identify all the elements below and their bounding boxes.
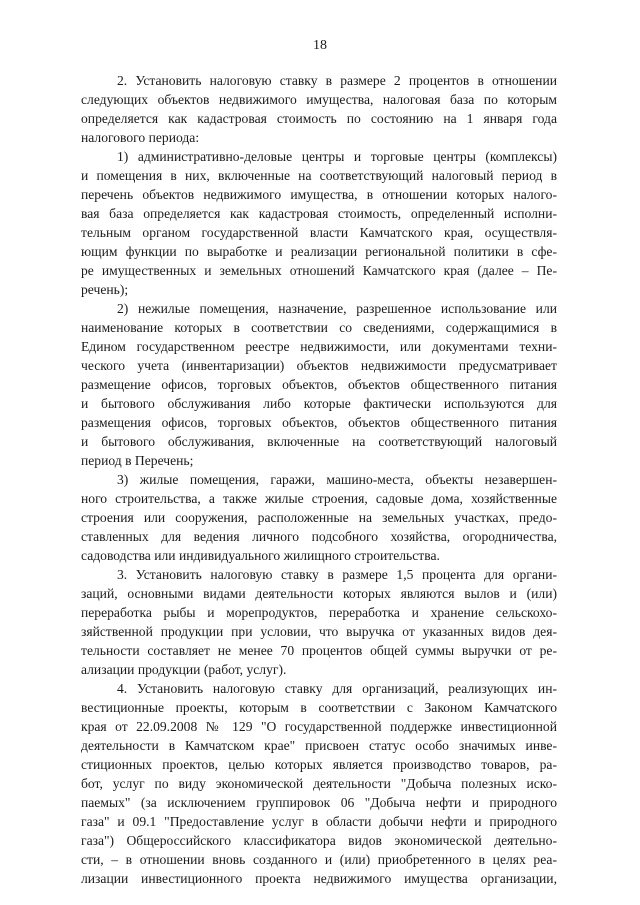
paragraph-line: налогового периода: — [81, 130, 200, 145]
paragraph-line: период в Перечень; — [81, 453, 194, 468]
paragraph-line: следующих объектов недвижимого имущества, налоговая база по которым — [81, 92, 557, 107]
paragraph-line: размещения офисов, торговых объектов, объектов общественного питания — [81, 415, 557, 430]
paragraph-line: и помещения в них, включенные на соответствующий налоговый период в — [81, 168, 557, 183]
paragraph-line: газа" и 09.1 "Предоставление услуг в области добычи нефти и природного — [81, 814, 557, 829]
paragraph-line: ющим функции по выработке и реализации региональной политики в сфе- — [81, 244, 557, 259]
paragraph-line: наименование которых в соответствии со сведениями, содержащимися в — [81, 320, 557, 335]
paragraph-line: тельным органом государственной власти Камчатского края, осуществля- — [81, 225, 557, 240]
paragraph-line: 2) нежилые помещения, назначение, разрешенное использование или — [117, 301, 557, 316]
paragraph-line: вестиционные проекты, которым в соответствии с Законом Камчатского — [81, 700, 557, 715]
paragraph-item-2 — [81, 71, 557, 147]
paragraph-line: и бытового обслуживания либо которые фактически используются для — [81, 396, 557, 411]
paragraph-line: заций, основными видами деятельности которых являются вылов и (или) — [81, 586, 557, 601]
page-number: 18 — [313, 38, 327, 53]
paragraph-line: ставленных для ведения личного подсобного хозяйства, огородничества, — [81, 529, 557, 544]
document-body — [81, 71, 557, 888]
paragraph-line: края от 22.09.2008 № 129 "О государственной поддержке инвестиционной — [81, 719, 557, 734]
paragraph-line: паемых" (за исключением группировок 06 "Добыча нефти и природного — [81, 795, 557, 810]
paragraph-subitem-3 — [81, 470, 557, 565]
paragraph-line: Едином государственном реестре недвижимости, или документами техни- — [81, 339, 557, 354]
paragraph-line: 3) жилые помещения, гаражи, машино-места, объекты незавершен- — [117, 472, 557, 487]
paragraph-subitem-2 — [81, 299, 557, 470]
paragraph-line: размещение офисов, торговых объектов, объектов общественного питания — [81, 377, 557, 392]
paragraph-line: газа") Общероссийского классификатора видов экономической деятельно- — [81, 833, 557, 848]
paragraph-line: садоводства или индивидуального жилищного строительства. — [81, 548, 440, 563]
paragraph-line: перечень объектов недвижимого имущества, в отношении которых налого- — [81, 187, 557, 202]
paragraph-line: лизации инвестиционного проекта недвижимого имущества организации, — [81, 871, 557, 886]
paragraph-item-4 — [81, 679, 557, 888]
paragraph-line: определяется как кадастровая стоимость по состоянию на 1 января года — [81, 111, 557, 126]
paragraph-line: деятельности в Камчатском крае" присвоен статус особо значимых инве- — [81, 738, 557, 753]
paragraph-line: переработка рыбы и морепродуктов, переработка и хранение сельскохо- — [81, 605, 557, 620]
paragraph-line: бот, услуг по виду экономической деятельности "Добыча полезных иско- — [81, 776, 557, 791]
paragraph-line: 1) административно-деловые центры и торговые центры (комплексы) — [117, 149, 557, 164]
paragraph-line: ческого учета (инвентаризации) объектов недвижимости предусматривает — [81, 358, 557, 373]
paragraph-line: ного строительства, а также жилые строения, садовые дома, хозяйственные — [81, 491, 557, 506]
paragraph-line: 2. Установить налоговую ставку в размере 2 процентов в отношении — [117, 73, 557, 88]
paragraph-line: строения или сооружения, расположенные на земельных участках, предо- — [81, 510, 557, 525]
paragraph-line: и бытового обслуживания, включенные на соответствующий налоговый — [81, 434, 557, 449]
paragraph-line: речень); — [81, 282, 129, 297]
paragraph-line: 4. Установить налоговую ставку для организаций, реализующих ин- — [117, 681, 557, 696]
paragraph-line: зяйственной продукции при условии, что выручка от указанных видов дея- — [81, 624, 557, 639]
paragraph-line: ре имущественных и земельных отношений Камчатского края (далее – Пе- — [81, 263, 557, 278]
paragraph-item-3 — [81, 565, 557, 679]
paragraph-line: ализации продукции (работ, услуг). — [81, 662, 287, 677]
paragraph-line: тельности составляет не менее 70 процентов общей суммы выручки от ре- — [81, 643, 557, 658]
paragraph-line: вая база определяется как кадастровая стоимость, определенный исполни- — [81, 206, 557, 221]
paragraph-subitem-1 — [81, 147, 557, 299]
paragraph-line: 3. Установить налоговую ставку в размере 1,5 процента для органи- — [117, 567, 557, 582]
paragraph-line: сти, – в отношении вновь созданного и (или) приобретенного в целях реа- — [81, 852, 557, 867]
paragraph-line: стиционных проектов, целью которых является производство товаров, ра- — [81, 757, 557, 772]
